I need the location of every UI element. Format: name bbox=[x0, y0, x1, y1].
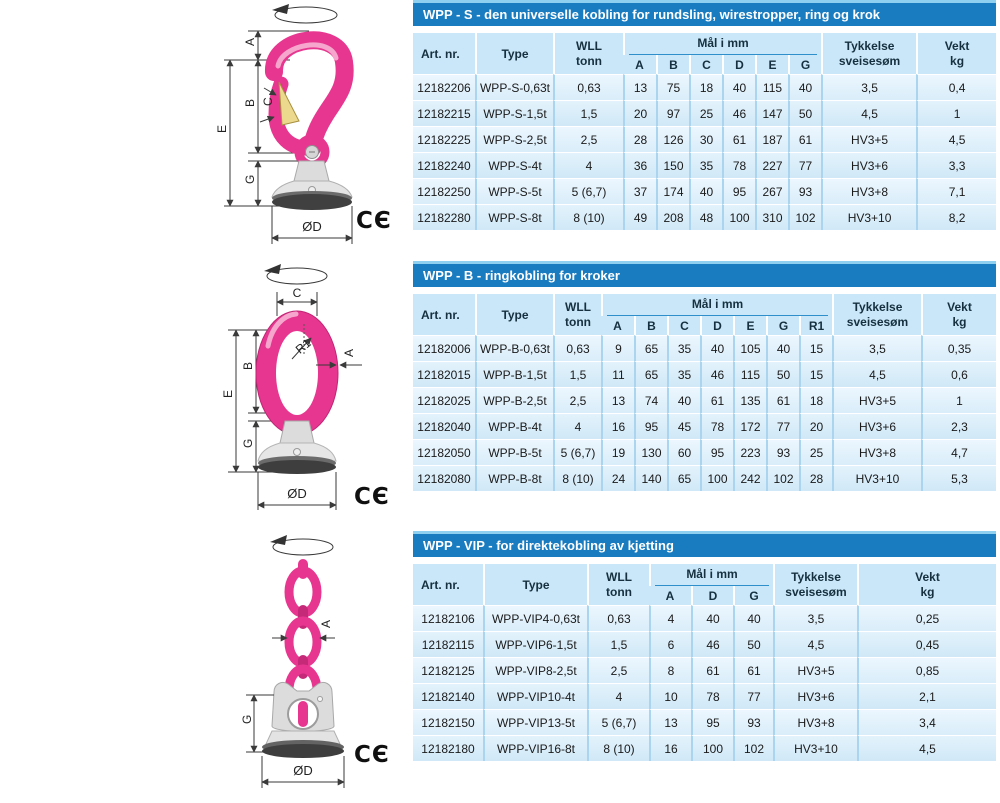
spec-table bbox=[413, 564, 996, 761]
hook-illustration bbox=[178, 0, 410, 250]
dims-group-label: Mål i mm bbox=[607, 296, 828, 316]
ring-illustration bbox=[178, 258, 410, 530]
col-header-wll bbox=[587, 564, 649, 605]
table-cell: 36 bbox=[623, 152, 656, 178]
table-cell: HV3+6 bbox=[832, 413, 921, 439]
dim-label-b: B bbox=[241, 361, 255, 370]
table-cell: 8,2 bbox=[916, 204, 996, 230]
swivel-base bbox=[262, 682, 344, 758]
table-cell: 3,4 bbox=[857, 709, 996, 735]
table-cell: 1 bbox=[921, 387, 996, 413]
table-cell: 0,4 bbox=[916, 74, 996, 100]
table-cell: 77 bbox=[766, 413, 799, 439]
table-cell: 25 bbox=[799, 439, 832, 465]
weight-unit: kg bbox=[950, 53, 965, 68]
table-row bbox=[413, 387, 996, 413]
table-cell: 0,63 bbox=[553, 74, 623, 100]
table-cell: 35 bbox=[667, 335, 700, 361]
table-row bbox=[413, 178, 996, 204]
table-cell: 40 bbox=[667, 387, 700, 413]
col-header-weight bbox=[916, 33, 996, 74]
table-cell: 40 bbox=[788, 74, 821, 100]
table-cell: 12182140 bbox=[413, 683, 483, 709]
table-cell: 4,5 bbox=[857, 735, 996, 761]
dim-column-header: A bbox=[649, 586, 691, 605]
table-cell: 5 (6,7) bbox=[553, 439, 601, 465]
table-cell: 12182250 bbox=[413, 178, 475, 204]
table-cell: WPP-B-0,63t bbox=[475, 335, 553, 361]
table-cell: 150 bbox=[656, 152, 689, 178]
table-cell: 0,63 bbox=[587, 605, 649, 631]
dim-column-header: R1 bbox=[799, 316, 832, 335]
table-cell: 50 bbox=[766, 361, 799, 387]
table-cell: 74 bbox=[634, 387, 667, 413]
weight-label: Vekt bbox=[944, 38, 970, 53]
dim-column-header: B bbox=[656, 55, 689, 74]
table-cell: 46 bbox=[691, 631, 733, 657]
table-row bbox=[413, 126, 996, 152]
table-cell: 13 bbox=[623, 74, 656, 100]
table-cell: HV3+8 bbox=[832, 439, 921, 465]
dim-label-c: C bbox=[261, 97, 275, 106]
table-cell: 12182215 bbox=[413, 100, 475, 126]
table-cell: 75 bbox=[656, 74, 689, 100]
table-cell: 48 bbox=[689, 204, 722, 230]
table-cell: 20 bbox=[799, 413, 832, 439]
table-cell: WPP-VIP13-5t bbox=[483, 709, 587, 735]
table-title-bar: WPP - B - ringkobling for kroker bbox=[413, 261, 996, 287]
table-cell: WPP-S-5t bbox=[475, 178, 553, 204]
table-cell: 12182106 bbox=[413, 605, 483, 631]
table-cell: 12182206 bbox=[413, 74, 475, 100]
table-cell: 28 bbox=[799, 465, 832, 491]
table-cell: 5 (6,7) bbox=[587, 709, 649, 735]
table-cell: 1,5 bbox=[587, 631, 649, 657]
table-cell: 5 (6,7) bbox=[553, 178, 623, 204]
dims-group-label: Mål i mm bbox=[629, 35, 817, 55]
dim-label-r1: R1 bbox=[292, 336, 314, 357]
table-cell: 267 bbox=[755, 178, 788, 204]
dim-label-c: C bbox=[292, 286, 302, 300]
dim-column-header: B bbox=[634, 316, 667, 335]
table-cell: WPP-S-8t bbox=[475, 204, 553, 230]
table-cell: 40 bbox=[689, 178, 722, 204]
table-cell: 65 bbox=[634, 361, 667, 387]
table-row bbox=[413, 683, 996, 709]
table-cell: 8 bbox=[649, 657, 691, 683]
table-cell: WPP-B-4t bbox=[475, 413, 553, 439]
table-cell: 12182225 bbox=[413, 126, 475, 152]
table-cell: 100 bbox=[722, 204, 755, 230]
table-cell: 12182050 bbox=[413, 439, 475, 465]
table-row bbox=[413, 605, 996, 631]
table-cell: 50 bbox=[733, 631, 773, 657]
table-cell: 126 bbox=[656, 126, 689, 152]
table-row bbox=[413, 657, 996, 683]
col-header-weight bbox=[921, 294, 996, 335]
wll-unit: tonn bbox=[565, 314, 591, 329]
table-cell: 49 bbox=[623, 204, 656, 230]
col-header-type: Type bbox=[475, 294, 553, 335]
table-cell: 35 bbox=[689, 152, 722, 178]
table-cell: 172 bbox=[733, 413, 766, 439]
col-header-dimensions bbox=[601, 294, 832, 316]
table-cell: 28 bbox=[623, 126, 656, 152]
table-cell: 93 bbox=[733, 709, 773, 735]
safety-latch bbox=[279, 82, 299, 125]
dim-column-header: A bbox=[601, 316, 634, 335]
table-cell: 40 bbox=[733, 605, 773, 631]
table-cell: 5,3 bbox=[921, 465, 996, 491]
table-cell: 9 bbox=[601, 335, 634, 361]
table-cell: HV3+5 bbox=[773, 657, 857, 683]
table-cell: 93 bbox=[766, 439, 799, 465]
table-cell: WPP-S-1,5t bbox=[475, 100, 553, 126]
table-cell: 102 bbox=[733, 735, 773, 761]
table-cell: 8 (10) bbox=[553, 204, 623, 230]
table-cell: 0,35 bbox=[921, 335, 996, 361]
table-cell: 102 bbox=[788, 204, 821, 230]
col-header-dimensions bbox=[623, 33, 821, 55]
table-cell: 1,5 bbox=[553, 100, 623, 126]
table-cell: 310 bbox=[755, 204, 788, 230]
weld-sub-label: sveisesøm bbox=[846, 314, 909, 329]
table-cell: 18 bbox=[689, 74, 722, 100]
table-cell: 8 (10) bbox=[587, 735, 649, 761]
weight-label: Vekt bbox=[947, 299, 972, 314]
dim-label-g: G bbox=[241, 438, 255, 448]
col-header-wll bbox=[553, 33, 623, 74]
weld-sub-label: sveisesøm bbox=[838, 53, 901, 68]
table-cell: 174 bbox=[656, 178, 689, 204]
table-cell: 13 bbox=[601, 387, 634, 413]
table-cell: 115 bbox=[755, 74, 788, 100]
table-cell: WPP-S-4t bbox=[475, 152, 553, 178]
dim-label-b: B bbox=[243, 98, 257, 107]
rotation-arrow bbox=[270, 535, 333, 555]
table-cell: 12182006 bbox=[413, 335, 475, 361]
table-cell: 208 bbox=[656, 204, 689, 230]
col-header-type: Type bbox=[475, 33, 553, 74]
spec-table bbox=[413, 294, 996, 491]
table-cell: 0,85 bbox=[857, 657, 996, 683]
dim-label-a: A bbox=[342, 348, 356, 357]
rotation-arrow bbox=[272, 4, 337, 23]
table-row bbox=[413, 74, 996, 100]
table-cell: 60 bbox=[667, 439, 700, 465]
weight-unit: kg bbox=[920, 584, 935, 599]
table-cell: 78 bbox=[722, 152, 755, 178]
table-cell: 187 bbox=[755, 126, 788, 152]
table-cell: 140 bbox=[634, 465, 667, 491]
table-cell: 12182180 bbox=[413, 735, 483, 761]
table-cell: 100 bbox=[691, 735, 733, 761]
weight-label: Vekt bbox=[915, 569, 940, 584]
table-cell: 135 bbox=[733, 387, 766, 413]
table-cell: HV3+10 bbox=[832, 465, 921, 491]
table-cell: 115 bbox=[733, 361, 766, 387]
dims-group-label: Mål i mm bbox=[655, 566, 769, 586]
dim-label-e: E bbox=[221, 389, 235, 398]
wll-label: WLL bbox=[565, 299, 591, 314]
table-cell: 7,1 bbox=[916, 178, 996, 204]
table-cell: 2,5 bbox=[553, 387, 601, 413]
table-row bbox=[413, 631, 996, 657]
table-cell: 0,45 bbox=[857, 631, 996, 657]
table-cell: 10 bbox=[649, 683, 691, 709]
table-row bbox=[413, 361, 996, 387]
table-cell: 11 bbox=[601, 361, 634, 387]
table-cell: 20 bbox=[623, 100, 656, 126]
table-cell: 65 bbox=[634, 335, 667, 361]
diameter-label: ØD bbox=[302, 219, 322, 234]
weld-sub-label: sveisesøm bbox=[785, 584, 847, 599]
table-cell: HV3+10 bbox=[773, 735, 857, 761]
weld-label: Tykkelse bbox=[844, 38, 895, 53]
table-title-bar: WPP - VIP - for direktekobling av kjetting bbox=[413, 531, 996, 557]
table-cell: 12182025 bbox=[413, 387, 475, 413]
ce-mark: CЄ bbox=[354, 742, 390, 768]
table-cell: 95 bbox=[722, 178, 755, 204]
table-row bbox=[413, 439, 996, 465]
table-cell: HV3+8 bbox=[821, 178, 916, 204]
table-cell: 12182115 bbox=[413, 631, 483, 657]
spec-table bbox=[413, 33, 996, 230]
table-cell: HV3+5 bbox=[832, 387, 921, 413]
table-wpp-s bbox=[413, 0, 996, 230]
wll-label: WLL bbox=[576, 38, 602, 53]
table-cell: 78 bbox=[700, 413, 733, 439]
table-cell: 40 bbox=[700, 335, 733, 361]
table-cell: 95 bbox=[700, 439, 733, 465]
table-cell: 16 bbox=[601, 413, 634, 439]
table-cell: 4,5 bbox=[821, 100, 916, 126]
table-cell: WPP-VIP10-4t bbox=[483, 683, 587, 709]
table-cell: 77 bbox=[788, 152, 821, 178]
col-header-type: Type bbox=[483, 564, 587, 605]
table-cell: 130 bbox=[634, 439, 667, 465]
table-cell: 12182150 bbox=[413, 709, 483, 735]
table-cell: 4,5 bbox=[832, 361, 921, 387]
col-header-artnr: Art. nr. bbox=[413, 294, 475, 335]
table-cell: 61 bbox=[722, 126, 755, 152]
table-cell: 13 bbox=[649, 709, 691, 735]
table-cell: 93 bbox=[788, 178, 821, 204]
table-cell: 242 bbox=[733, 465, 766, 491]
table-cell: 24 bbox=[601, 465, 634, 491]
table-cell: 50 bbox=[788, 100, 821, 126]
table-cell: 61 bbox=[733, 657, 773, 683]
weld-label: Tykkelse bbox=[791, 569, 841, 584]
table-cell: 0,6 bbox=[921, 361, 996, 387]
wll-unit: tonn bbox=[606, 584, 632, 599]
dim-column-header: D bbox=[691, 586, 733, 605]
table-cell: 12182040 bbox=[413, 413, 475, 439]
col-header-dimensions bbox=[649, 564, 773, 586]
table-cell: 4,7 bbox=[921, 439, 996, 465]
table-cell: 4 bbox=[649, 605, 691, 631]
dim-column-header: G bbox=[733, 586, 773, 605]
dim-label-a: A bbox=[243, 37, 257, 46]
diameter-label: ØD bbox=[293, 763, 313, 778]
table-cell: WPP-VIP8-2,5t bbox=[483, 657, 587, 683]
col-header-weld bbox=[832, 294, 921, 335]
table-cell: 2,5 bbox=[553, 126, 623, 152]
table-cell: 95 bbox=[634, 413, 667, 439]
ce-mark: CЄ bbox=[354, 484, 390, 510]
table-cell: 15 bbox=[799, 361, 832, 387]
table-row bbox=[413, 709, 996, 735]
dim-column-header: C bbox=[689, 55, 722, 74]
table-cell: 78 bbox=[691, 683, 733, 709]
table-cell: 16 bbox=[649, 735, 691, 761]
table-cell: WPP-VIP6-1,5t bbox=[483, 631, 587, 657]
table-cell: WPP-S-0,63t bbox=[475, 74, 553, 100]
dim-column-header: G bbox=[766, 316, 799, 335]
dim-label-g: G bbox=[240, 714, 254, 724]
ce-mark: CЄ bbox=[356, 208, 392, 234]
table-wpp-vip bbox=[413, 531, 996, 761]
table-cell: 105 bbox=[733, 335, 766, 361]
table-cell: 37 bbox=[623, 178, 656, 204]
table-cell: HV3+5 bbox=[821, 126, 916, 152]
table-cell: 4,5 bbox=[773, 631, 857, 657]
table-cell: WPP-B-2,5t bbox=[475, 387, 553, 413]
table-row bbox=[413, 100, 996, 126]
weight-unit: kg bbox=[952, 314, 967, 329]
col-header-wll bbox=[553, 294, 601, 335]
dim-column-header: G bbox=[788, 55, 821, 74]
table-title-bar: WPP - S - den universelle kobling for rundsling, wirestropper, ring og krok bbox=[413, 0, 996, 26]
table-cell: 61 bbox=[700, 387, 733, 413]
col-header-artnr: Art. nr. bbox=[413, 564, 483, 605]
col-header-weld bbox=[773, 564, 857, 605]
table-cell: 30 bbox=[689, 126, 722, 152]
dim-column-header: E bbox=[733, 316, 766, 335]
table-cell: HV3+6 bbox=[821, 152, 916, 178]
wll-unit: tonn bbox=[576, 53, 602, 68]
table-cell: 40 bbox=[722, 74, 755, 100]
dim-column-header: A bbox=[623, 55, 656, 74]
dim-column-header: D bbox=[700, 316, 733, 335]
table-cell: WPP-B-5t bbox=[475, 439, 553, 465]
table-cell: 35 bbox=[667, 361, 700, 387]
table-cell: 97 bbox=[656, 100, 689, 126]
table-cell: 4,5 bbox=[916, 126, 996, 152]
table-cell: 0,25 bbox=[857, 605, 996, 631]
chain-illustration bbox=[178, 530, 410, 803]
ring-shape bbox=[256, 311, 338, 435]
table-cell: 61 bbox=[788, 126, 821, 152]
table-cell: 12182080 bbox=[413, 465, 475, 491]
table-cell: 227 bbox=[755, 152, 788, 178]
table-wpp-b bbox=[413, 261, 996, 491]
table-cell: 18 bbox=[799, 387, 832, 413]
table-cell: 61 bbox=[766, 387, 799, 413]
table-cell: 3,3 bbox=[916, 152, 996, 178]
swivel-base bbox=[258, 421, 336, 474]
table-cell: 40 bbox=[691, 605, 733, 631]
table-cell: 0,63 bbox=[553, 335, 601, 361]
table-cell: HV3+8 bbox=[773, 709, 857, 735]
table-cell: 223 bbox=[733, 439, 766, 465]
table-row bbox=[413, 152, 996, 178]
table-cell: HV3+6 bbox=[773, 683, 857, 709]
table-cell: 6 bbox=[649, 631, 691, 657]
table-cell: 102 bbox=[766, 465, 799, 491]
table-row bbox=[413, 335, 996, 361]
diameter-label: ØD bbox=[287, 486, 307, 501]
weld-label: Tykkelse bbox=[852, 299, 903, 314]
table-cell: 3,5 bbox=[832, 335, 921, 361]
table-row bbox=[413, 735, 996, 761]
table-cell: 12182015 bbox=[413, 361, 475, 387]
table-cell: 12182125 bbox=[413, 657, 483, 683]
col-header-weight bbox=[857, 564, 996, 605]
table-cell: WPP-B-1,5t bbox=[475, 361, 553, 387]
table-cell: 1 bbox=[916, 100, 996, 126]
table-cell: 19 bbox=[601, 439, 634, 465]
table-cell: 2,1 bbox=[857, 683, 996, 709]
table-cell: 40 bbox=[766, 335, 799, 361]
table-cell: WPP-VIP4-0,63t bbox=[483, 605, 587, 631]
table-cell: 65 bbox=[667, 465, 700, 491]
table-cell: 25 bbox=[689, 100, 722, 126]
table-cell: 2,3 bbox=[921, 413, 996, 439]
table-cell: 46 bbox=[700, 361, 733, 387]
wll-label: WLL bbox=[606, 569, 632, 584]
col-header-weld bbox=[821, 33, 916, 74]
table-cell: 4 bbox=[553, 413, 601, 439]
rotation-arrow bbox=[264, 264, 327, 284]
dim-label-g: G bbox=[243, 174, 257, 184]
table-cell: 45 bbox=[667, 413, 700, 439]
table-cell: WPP-B-8t bbox=[475, 465, 553, 491]
table-cell: 2,5 bbox=[587, 657, 649, 683]
table-cell: 1,5 bbox=[553, 361, 601, 387]
table-cell: 12182280 bbox=[413, 204, 475, 230]
dim-label-e: E bbox=[215, 124, 229, 133]
dim-column-header: D bbox=[722, 55, 755, 74]
table-row bbox=[413, 465, 996, 491]
table-cell: 147 bbox=[755, 100, 788, 126]
dim-label-a: A bbox=[319, 619, 333, 628]
table-row bbox=[413, 204, 996, 230]
table-cell: 95 bbox=[691, 709, 733, 735]
swivel-base bbox=[272, 139, 352, 210]
table-cell: 100 bbox=[700, 465, 733, 491]
col-header-artnr: Art. nr. bbox=[413, 33, 475, 74]
table-cell: 46 bbox=[722, 100, 755, 126]
table-cell: WPP-S-2,5t bbox=[475, 126, 553, 152]
table-cell: HV3+10 bbox=[821, 204, 916, 230]
dim-column-header: E bbox=[755, 55, 788, 74]
table-cell: 3,5 bbox=[773, 605, 857, 631]
table-cell: 15 bbox=[799, 335, 832, 361]
table-cell: 4 bbox=[553, 152, 623, 178]
table-row bbox=[413, 413, 996, 439]
table-cell: WPP-VIP16-8t bbox=[483, 735, 587, 761]
table-cell: 77 bbox=[733, 683, 773, 709]
table-cell: 12182240 bbox=[413, 152, 475, 178]
table-cell: 4 bbox=[587, 683, 649, 709]
dim-column-header: C bbox=[667, 316, 700, 335]
table-cell: 61 bbox=[691, 657, 733, 683]
table-cell: 8 (10) bbox=[553, 465, 601, 491]
table-cell: 3,5 bbox=[821, 74, 916, 100]
